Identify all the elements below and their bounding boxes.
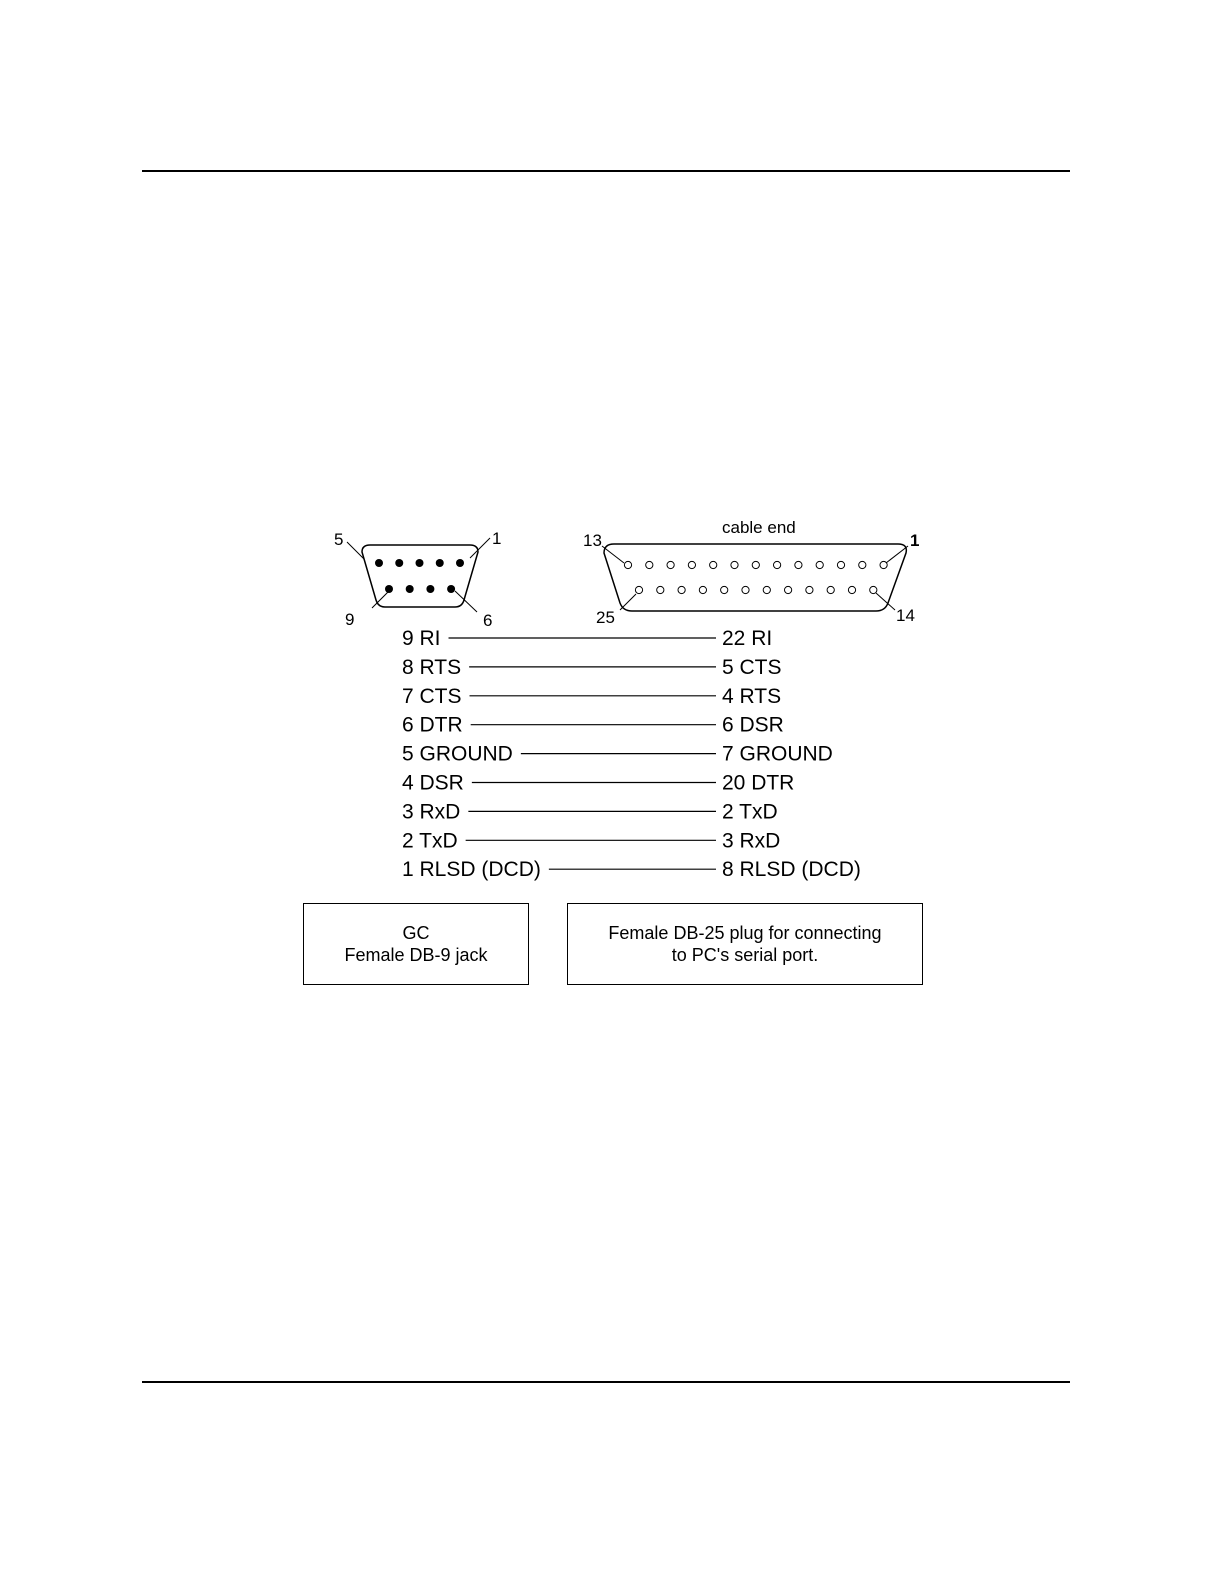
db9-pin-label-5: 5 bbox=[334, 530, 344, 549]
db9-pin bbox=[406, 585, 414, 593]
db25-pin bbox=[624, 561, 631, 568]
wire-right-label: 7 GROUND bbox=[722, 742, 833, 766]
wire-right-label: 5 CTS bbox=[722, 655, 782, 679]
db25-pin bbox=[859, 561, 866, 568]
db9-shell bbox=[362, 545, 478, 607]
db25-pin-label-1: 1 bbox=[910, 531, 920, 550]
db25-pin-label-14: 14 bbox=[896, 606, 915, 625]
db9-pin-label-1: 1 bbox=[492, 529, 502, 548]
db25-pins bbox=[624, 561, 887, 593]
db25-pin bbox=[827, 586, 834, 593]
db25-title: cable end bbox=[722, 518, 796, 537]
db9-caption-line1: GC bbox=[402, 923, 430, 943]
wire-right-label: 6 DSR bbox=[722, 713, 784, 737]
db9-pin-label-6: 6 bbox=[483, 611, 493, 630]
db9-pin bbox=[426, 585, 434, 593]
db25-pin bbox=[688, 561, 695, 568]
wire-right-label: 3 RxD bbox=[722, 829, 781, 853]
wire-left-label: 9 RI bbox=[402, 627, 441, 650]
db25-connector bbox=[583, 518, 919, 627]
db25-pin bbox=[848, 586, 855, 593]
bottom-rule bbox=[142, 1381, 1070, 1383]
wire-right-label: 2 TxD bbox=[722, 800, 778, 824]
db25-pin bbox=[646, 561, 653, 568]
db25-pin bbox=[657, 586, 664, 593]
db9-pin bbox=[456, 559, 464, 567]
db25-pin bbox=[742, 586, 749, 593]
wire-left-label: 4 DSR bbox=[402, 771, 464, 795]
db25-pin bbox=[837, 561, 844, 568]
db25-pin bbox=[678, 586, 685, 593]
wire-right-label: 4 RTS bbox=[722, 684, 782, 708]
db25-pin bbox=[699, 586, 706, 593]
db25-pin bbox=[731, 561, 738, 568]
db25-pin bbox=[667, 561, 674, 568]
db25-pin-label-13: 13 bbox=[583, 531, 602, 550]
wire-left-label: 3 RxD bbox=[402, 800, 461, 824]
wire-left-label: 6 DTR bbox=[402, 713, 463, 737]
wire-right-label: 22 RI bbox=[722, 627, 773, 650]
db25-pin-label-25: 25 bbox=[596, 608, 615, 627]
db9-pin bbox=[385, 585, 393, 593]
db9-pin bbox=[375, 559, 383, 567]
db25-pin bbox=[721, 586, 728, 593]
db25-pin bbox=[774, 561, 781, 568]
db25-caption-line2: to PC's serial port. bbox=[671, 945, 819, 965]
wire-left-label: 1 RLSD (DCD) bbox=[402, 858, 541, 882]
db9-pins bbox=[375, 559, 464, 593]
wire-left-label: 5 GROUND bbox=[402, 742, 513, 766]
db25-pin bbox=[710, 561, 717, 568]
db25-pin bbox=[785, 586, 792, 593]
db25-pin bbox=[752, 561, 759, 568]
db25-pin bbox=[635, 586, 642, 593]
wire-left-label: 7 CTS bbox=[402, 684, 462, 708]
wire-right-label: 20 DTR bbox=[722, 771, 795, 795]
db9-pin bbox=[447, 585, 455, 593]
db25-pin bbox=[806, 586, 813, 593]
db25-caption-box bbox=[567, 903, 923, 985]
db9-pin bbox=[416, 559, 424, 567]
wire-left-label: 8 RTS bbox=[402, 655, 462, 679]
db25-caption-line1: Female DB-25 plug for connecting bbox=[608, 923, 882, 943]
wiring-table bbox=[402, 627, 861, 881]
db9-caption-box bbox=[303, 903, 529, 985]
db25-pin bbox=[870, 586, 877, 593]
db25-shell bbox=[604, 544, 906, 611]
db9-caption-line2: Female DB-9 jack bbox=[344, 945, 488, 965]
db9-connector bbox=[334, 529, 501, 630]
db25-pin bbox=[795, 561, 802, 568]
db9-pin-label-9: 9 bbox=[345, 610, 355, 629]
db25-pin bbox=[763, 586, 770, 593]
db9-pin bbox=[436, 559, 444, 567]
wire-left-label: 2 TxD bbox=[402, 829, 458, 853]
wire-right-label: 8 RLSD (DCD) bbox=[722, 858, 861, 882]
db25-pin bbox=[816, 561, 823, 568]
db9-pin bbox=[395, 559, 403, 567]
